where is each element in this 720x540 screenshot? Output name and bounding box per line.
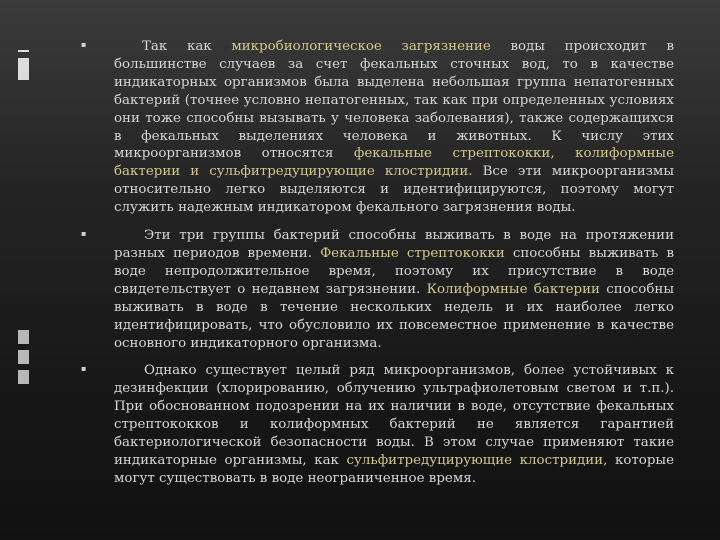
paragraph-3: ▪ Однако существует целый ряд микроорганизмов, более устойчивых к дезинфекции (хлорированию, облучению ультрафиолетовым светом и т.п.). При обоснованном подозрении на их наличии в воде, отсутствие фекальных стрептококков и колиформных бактерий не является гарантией бактериологической безопасности воды. В этом случае применяют такие индикаторные организмы, как сульфитредуцирующие клостридии, которые могут существовать в воде неограниченное время. — [81, 363, 674, 486]
slide-content — [81, 38, 675, 498]
decorative-side-bars — [0, 0, 40, 540]
bullet-icon: ▪ — [81, 364, 87, 374]
paragraph-1: ▪ Так как микробиологическое загрязнение воды происходит в большинстве случаев за счет фекальных сточных вод, то в качестве индикаторных организмов была выделена небольшая группа непатогенных бактерий (точнее условно непатогенных, так как при определенных условиях они тоже способны вызывать у человека заболевания), также содержащихся в фекальных выделениях человека и животных. К числу этих микроорганизмов относятся фекальные стрептококки, колиформные бактерии и сульфитредуцирующие клостридии. Все эти микроорганизмы относительно легко выделяются и идентифицируются, поэтому могут служить надежным индикатором фекального загрязнения воды. — [81, 39, 675, 216]
bullet-icon: ▪ — [81, 40, 87, 49]
bullet-icon: ▪ — [81, 229, 87, 239]
paragraph-2: ▪ Эти три группы бактерий способны выживать в воде на протяжении разных периодов времени. Фекальные стрептококки способны выживать в воде непродолжительное время, поэтому их присутствие в воде свидетельствует о недавнем загрязнении. Колиформные бактерии способны выживать в воде в течение нескольких недель и их наиболее легко идентифицировать, что обусловило их повсеместное применение в качестве основного индикаторного организма. — [81, 228, 674, 351]
